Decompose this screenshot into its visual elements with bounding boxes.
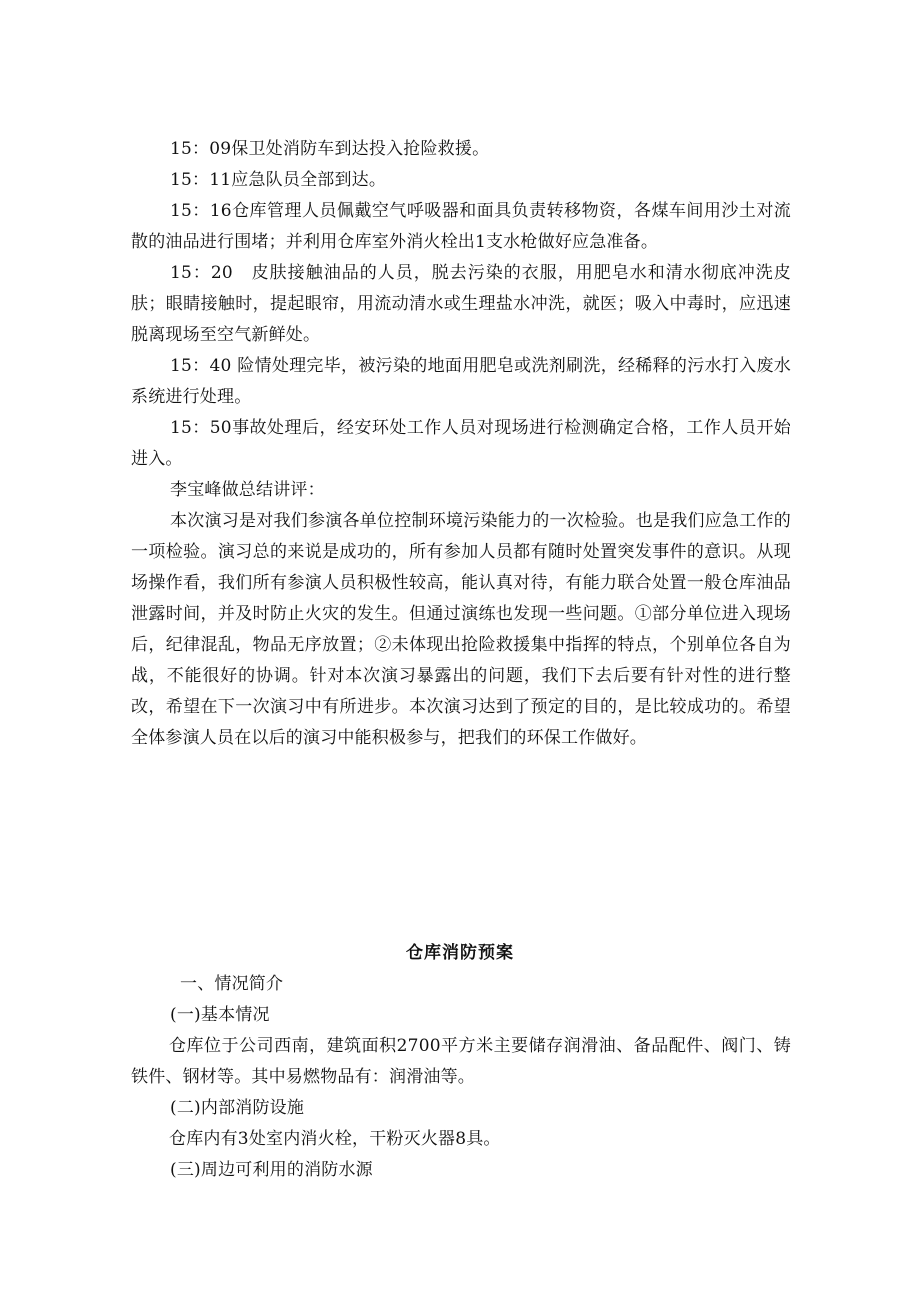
- fire-plan-section: [131, 969, 791, 1186]
- paragraph-1509: 15：09保卫处消防车到达投入抢险救援。: [170, 139, 490, 159]
- drill-record-section: [131, 134, 791, 754]
- paragraph-1540: 15：40 险情处理完毕，被污染的地面用肥皂或洗剂刷洗，经稀释的污水打入废水系统进行处理。: [131, 356, 791, 407]
- paragraph-basic-info: 仓库位于公司西南，建筑面积2700平方米主要储存润滑油、备品配件、阀门、铸铁件、钢材等。其中易燃物品有：润滑油等。: [131, 1036, 791, 1087]
- paragraph-1511: 15：11应急队员全部到达。: [170, 170, 387, 190]
- paragraph-1550: 15：50事故处理后，经安环处工作人员对现场进行检测确定合格，工作人员开始进入。: [131, 418, 791, 469]
- summary-heading: 李宝峰做总结讲评：: [170, 480, 325, 500]
- subheading-water-sources: (三)周边可利用的消防水源: [170, 1160, 373, 1180]
- subheading-basic-info: (一)基本情况: [170, 1005, 270, 1025]
- page-title: 仓库消防预案: [406, 943, 514, 963]
- paragraph-1516: 15：16仓库管理人员佩戴空气呼吸器和面具负责转移物资，各煤车间用沙土对流散的油品进行围堵；并利用仓库室外消火栓出1支水枪做好应急准备。: [131, 201, 791, 252]
- section-heading-overview: 一、情况简介: [180, 974, 284, 994]
- paragraph-internal-facilities: 仓库内有3处室内消火栓，干粉灭火器8具。: [169, 1129, 501, 1149]
- paragraph-1520: 15：20 皮肤接触油品的人员，脱去污染的衣服，用肥皂水和清水彻底冲洗皮肤；眼睛接触时，提起眼帘，用流动清水或生理盐水冲洗，就医；吸入中毒时，应迅速脱离现场至空气新鲜处。: [131, 263, 791, 345]
- subheading-internal-facilities: (二)内部消防设施: [170, 1098, 305, 1118]
- summary-paragraph: 本次演习是对我们参演各单位控制环境污染能力的一次检验。也是我们应急工作的一项检验。演习总的来说是成功的，所有参加人员都有随时处置突发事件的意识。从现场操作看，我们所有参演人员积极性较高，能认真对待，有能力联合处置一般仓库油品泄露时间，并及时防止火灾的发生。但通过演练也发现一些问题。①部分单位进入现场后，纪律混乱，物品无序放置；②未体现出抢险救援集中指挥的特点，个别单位各自为战，不能很好的协调。针对本次演习暴露出的问题，我们下去后要有针对性的进行整改，希望在下一次演习中有所进步。本次演习达到了预定的目的，是比较成功的。希望全体参演人员在以后的演习中能积极参与，把我们的环保工作做好。: [131, 511, 791, 748]
